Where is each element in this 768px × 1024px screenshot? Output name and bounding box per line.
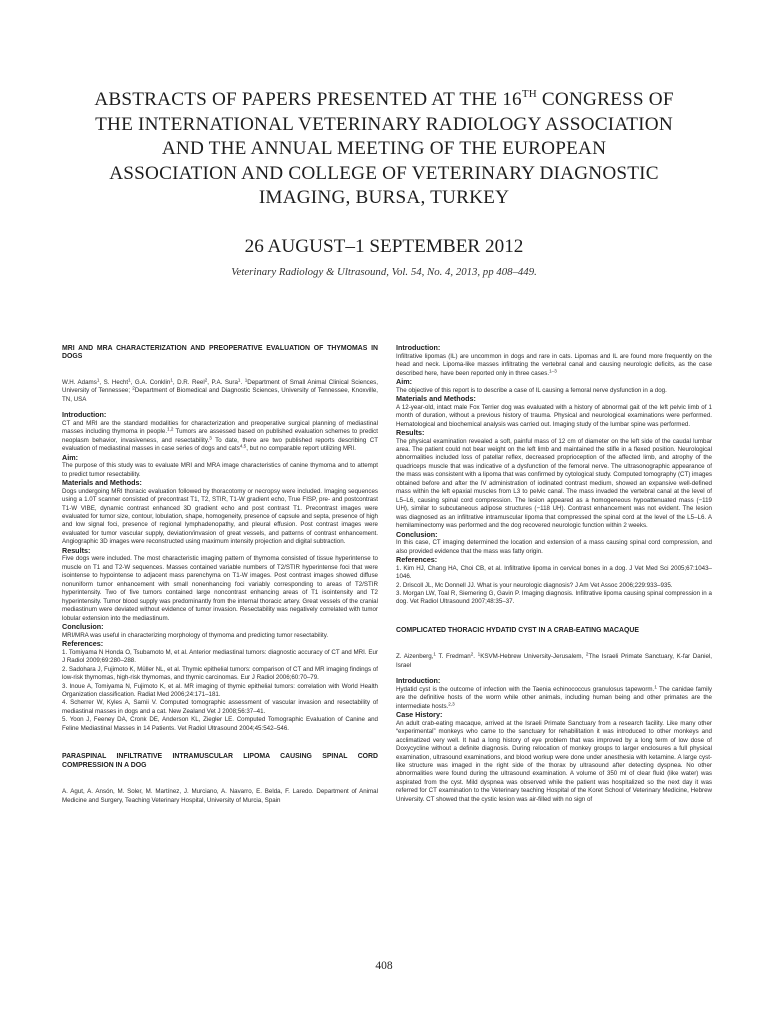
reference-item: 4. Scherrer W, Kyles A, Samii V. Computed tomographic assessment of vascular invasion and resectability of mediastinal masses in dogs and a cat. New Zealand Vet J 2008;56:37–41. bbox=[62, 699, 378, 715]
introduction-text: Hydatid cyst is the outcome of infection with the Taenia echinococcus granulosus tapeworm.$^1$ The canidae family are the definitive hosts of the worm while other animals, including human being and other primates are the intermediate hosts.$^{2,3}$ bbox=[396, 684, 712, 710]
section-heading: Materials and Methods: bbox=[62, 478, 142, 488]
reference-item: 3. Morgan LW, Toal R, Siemering G, Gavin P. Imaging diagnosis. Infiltrative lipoma causing spinal compression in a dog. Vet Radiol Ultrasound 2007;48:35–37. bbox=[396, 589, 712, 606]
page-number: 408 bbox=[375, 960, 393, 972]
article-authors: Z. Aizenberg,$^1$ T. Fredman$^2$. $^1$KSVM-Hebrew University-Jerusalem, $^2$The Israeli Primate Sanctuary, K-far Daniel, Israel bbox=[396, 651, 712, 669]
title-line-2: THE INTERNATIONAL VETERINARY RADIOLOGY ASSOCIATION bbox=[95, 113, 673, 135]
journal-citation: Veterinary Radiology & Ultrasound, Vol. 54, No. 4, 2013, pp 408–449. bbox=[231, 266, 537, 278]
results-text: Five dogs were included. The most characteristic imaging pattern of thymoma consisted of tissue hyperintense to muscle on T1 and T2-W sequences. Masses contained variable numbers of T2/STIR hyperintense foci that were isointense to hypointense to adjacent mass parenchyma on T1-W images. Post contrast images showed diffuse nonuniform tumor enhancement with small nonenhancing foci variably corresponding to areas of T2/STIR hyperintensity. Two of five tumors contained large noncontrast enhancing areas of T1 isointensity and T2 hyperintensity. Tumor blood supply was predominantly from the internal thoracic artery. Great vessels of the cranial mediastinum were deviated without evidence of tumor invasion. Resectability was negatively correlated with tumor lobular extension into the mediastinum. bbox=[62, 555, 378, 622]
reference-item: 5. Yoon J, Feeney DA, Cronk DE, Anderson KL, Ziegler LE. Computed Tomographic Evaluation of Canine and Feline Mediastinal Masses in 14 Patients. Vet Radiol Ultrasound 2004;45:542–546. bbox=[62, 716, 378, 732]
section-heading: References: bbox=[396, 555, 438, 565]
section-heading: Results: bbox=[62, 545, 91, 555]
section-heading: References: bbox=[62, 639, 104, 649]
reference-item: 2. Driscoll JL, Mc Donnell JJ. What is your neurologic diagnosis? J Am Vet Assoc 2006;229:933–935. bbox=[396, 581, 673, 589]
aim-text: The purpose of this study was to evaluate MRI and MRA image characteristics of canine thymoma and to attempt to predict tumor resectability. bbox=[62, 462, 378, 478]
conclusion-text: MRI/MRA was useful in characterizing morphology of thymoma and predicting tumor resectability. bbox=[62, 631, 329, 639]
title-line-3: AND THE ANNUAL MEETING OF THE EUROPEAN bbox=[161, 138, 607, 160]
section-heading: Introduction: bbox=[396, 676, 441, 686]
right-column bbox=[396, 344, 712, 804]
conclusion-text: In this case, CT imaging determined the location and extension of a mass causing spinal cord compression, and also provided evidence that the mass was fatty origin. bbox=[396, 539, 712, 555]
section-heading: Aim: bbox=[62, 452, 78, 462]
reference-item: 1. Kim HJ, Chang HA, Choi CB, et al. Infiltrative lipoma in cervical bones in a dog. J Vet Med Sci 2005;67:1043–1046. bbox=[396, 564, 712, 581]
title-line-1: ABSTRACTS OF PAPERS PRESENTED AT THE 16TH CONGRESS OF bbox=[94, 88, 674, 110]
section-heading: Case History: bbox=[396, 710, 443, 720]
section-heading: Aim: bbox=[396, 376, 412, 386]
aim-text: The objective of this report is to describe a case of IL causing a femoral nerve dysfunction in a dog. bbox=[396, 386, 667, 394]
section-heading: Conclusion: bbox=[62, 622, 104, 632]
article-title: PARASPINAL INFILTRATIVE INTRAMUSCULAR LIPOMA CAUSING SPINAL CORD COMPRESSION IN A DOG bbox=[62, 753, 378, 769]
reference-item: 3. Inoue A, Tomiyama N, Fujimoto K, et al. MR imaging of thymic epithelial tumors: correlation with World Health Organization classification. Radiat Med 2006;24:171–181. bbox=[62, 682, 378, 698]
article-title: MRI AND MRA CHARACTERIZATION AND PREOPERATIVE EVALUATION OF THYMOMAS IN DOGS bbox=[62, 345, 378, 361]
proceedings-title bbox=[40, 88, 728, 211]
reference-item: 1. Tomiyama N Honda O, Tsubamoto M, et al. Anterior mediastinal tumors: diagnostic accuracy of CT and MRI. Eur J Radiol 2009;69:280–288. bbox=[62, 648, 378, 665]
results-text: The physical examination revealed a soft, painful mass of 12 cm of diameter on the left side of the caudal lumbar area. The patient could not bear weight on the left limb and maintained the stifle in a flexed position. Neurological abnormalities included loss of patellar reflex, decreased proprioception of the affected limb, and atrophy of the quadriceps muscle that was indicative of a dysfunction of the femoral nerve. The ultrasonographic appearance of the mass was consistent with a lipoma that was confirmed by cytological study. Computed tomography (CT) images obtained before and after the IV administration of iodinated contrast medium, showed an expansive well-defined mass within the left epaxial muscles from L3 to pelvic canal. The mass invaded the vertebral canal at the level of L5–L6, causing spinal cord compression. The lesion appeared as a homogeneous hypoattenuated mass (−119 UH), similar to subcutaneous adipose structures (−118 UH). Contrast enhancement was not evident. The lesion was diagnosed as an infiltrative intramuscular lipoma that compressed the spinal cord at the level of the L5–L6. A hemilaminectomy was performed and the dog recovered neurologic function within 2 weeks. bbox=[396, 437, 712, 530]
article-authors: A. Agut, A. Ansón, M. Soler, M. Martínez, J. Murciano, A. Navarro, E. Belda, F. Laredo. Department of Animal Medicine and Surgery, Teaching Veterinary Hospital, University of Murcia, Spain bbox=[62, 788, 378, 804]
section-heading: Materials and Methods: bbox=[396, 394, 476, 403]
methods-text: A 12-year-old, intact male Fox Terrier dog was evaluated with a history of abnormal gait of the left pelvic limb of 1 month of duration, without a previous history of trauma. Physical and neurological examinations were performed. Hematological and biochemical analysis was carried out. Imaging study of the lumbar spine was performed. bbox=[396, 403, 712, 428]
case-history-text: An adult crab-eating macaque, arrived at the Israeli Primate Sanctuary from a research facility. Like many other “experimental” monkeys who came to the sanctuary for rehabilitation it was introduced to other monkeys and acclimatized very well. It had a long history of eye problem that was improved by a long term of low dose of Doxycycline without a definite diagnosis. During relocation of monkey groups to larger enclosures a full physical examination, ultrasound examinations, and blood workup were done under anesthesia with ketamine. A large cyst-like structure was imaged in the right side of the thorax by ultrasound after detecting dyspnea. No other abnormalities were found during the ultrasound examination. A volume of 350 ml of clear fluid (like water) was aspirated from the cyst. Mild dyspnea was observed while the patient was hospitalized so the next day it was referred for CT examination to the Veterinary teaching Hospital of the Koret School of Veterinary Medicine, Hebrew University. CT showed that the cystic lesion was air-filled with no sign of bbox=[396, 719, 712, 803]
section-heading: Introduction: bbox=[62, 410, 107, 420]
title-line-5: IMAGING, BURSA, TURKEY bbox=[258, 187, 510, 209]
section-heading: Introduction: bbox=[396, 343, 441, 352]
reference-item: 2. Sadohara J, Fujimoto K, Müller NL, et al. Thymic epithelial tumors: comparison of CT and MR imaging findings of low-risk thymomas, high-risk thymomas, and thymic carcinomas. Eur J Radiol 2006;60:70–79. bbox=[62, 665, 378, 682]
congress-dates: 26 AUGUST–1 SEPTEMBER 2012 bbox=[244, 236, 524, 257]
introduction-text: Infiltrative lipomas (IL) are uncommon in dogs and rare in cats. Lipomas and IL are found more frequently on the head and neck. Lipoma-like masses infiltrating the vertebral canal and causing neurologic deficits, as the case described here, have been reported only in three cases.$^{1-3}$ bbox=[396, 352, 712, 377]
article-title: COMPLICATED THORACIC HYDATID CYST IN A CRAB-EATING MACAQUE bbox=[396, 626, 639, 634]
introduction-text: CT and MRI are the standard modalities for characterization and preoperative surgical planning of mediastinal masses including thymoma in people.$^{1,2}$ Tumors are assessed based on published evaluation schemes to predict neoplasm behavior, invasiveness, and resectability.$^3$ To date, there are two published reports describing CT evaluation of mediastinal masses in case series of dogs and cats$^{4,5}$, but no comparable report utilizing MRI. bbox=[62, 419, 379, 453]
section-heading: Results: bbox=[396, 427, 425, 437]
article-authors: W.H. Adams$^1$, S. Hecht$^1$, G.A. Conklin$^1$, D.R. Reel$^2$, P.A. Sura$^1$. $^1$Department of Small Animal Clinical Sciences, University of Tennessee; $^2$Department of Biomedical and Diagnostic Sciences, University of Tennessee, Knoxville, TN, USA bbox=[62, 377, 378, 403]
methods-text: Dogs undergoing MRI thoracic evaluation followed by thoracotomy or necropsy were included. Imaging sequences using a 1.0T scanner consisted of precontrast T1, T2, STIR, T1-W gradient echo, True FISP, pre- and postcontrast T1-W VIBE, dynamic contrast enhanced 3D gradient echo and post contrast T1. Precontrast images were evaluated for tumor size, contour, lobulation, shape, homogeneity, presence of capsule and septa, presence of high and low signal foci, presence of regional lymphadenopathy, and pleural effusion. Post contrast images were evaluated for tumor vascular supply, deviation/invasion of great vessels, and patterns of contrast enhancement. Angiographic 3D images were reconstructed using maximum intensity projection and digital subtraction. bbox=[62, 487, 378, 546]
title-line-4: ASSOCIATION AND COLLEGE OF VETERINARY DIAGNOSTIC bbox=[109, 162, 659, 184]
left-column bbox=[62, 345, 378, 805]
section-heading: Conclusion: bbox=[396, 529, 438, 539]
